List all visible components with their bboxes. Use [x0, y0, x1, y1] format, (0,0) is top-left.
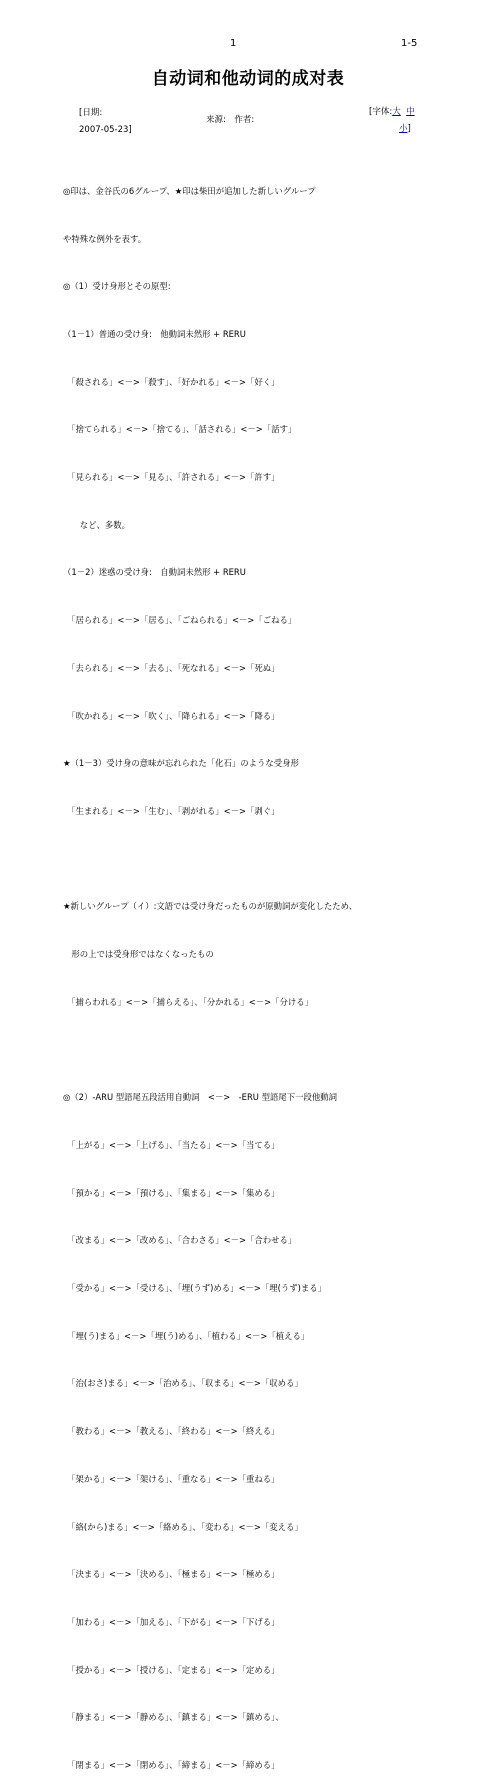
page-number: 1 — [230, 38, 237, 49]
text-line: 「絡(から)まる」<－>「絡める」、「変わる」<－>「変える」 — [63, 1521, 303, 1532]
text-line: 「受かる」<－>「受ける」、「埋(うず)める」<－>「埋(うず)まる」 — [63, 1282, 327, 1293]
text-line: 「架かる」<－>「架ける」、「重なる」<－>「重ねる」 — [63, 1473, 280, 1484]
text-line: ◎（1）受け身形とその原型: — [63, 281, 171, 292]
text-line: 「去られる」<－>「去る」、「死なれる」<－>「死ぬ」 — [63, 662, 280, 673]
source-author: 来源: 作者: — [206, 115, 255, 125]
text-line — [63, 1042, 483, 1058]
text-line: 「捨てられる」<－>「捨てる」、「話される」<－>「話す」 — [63, 424, 297, 435]
text-line: 「吹かれる」<－>「吹く」、「降られる」<－>「降る」 — [63, 710, 280, 721]
text-line: （1－1）普通の受け身: 他動詞未然形 + RERU — [63, 328, 246, 339]
page-title: 自动词和他动词的成对表 — [151, 69, 345, 89]
text-line: ◎（2）-ARU 型語尾五段活用自動詞 <－> -ERU 型語尾下一段他動詞 — [63, 1092, 337, 1103]
text-line: 「加わる」<－>「加える」、「下がる」<－>「下げる」 — [63, 1616, 280, 1627]
text-line: 「見られる」<－>「見る」、「許される」<－>「許す」 — [63, 472, 280, 483]
text-line: 「授かる」<－>「授ける」、「定まる」<－>「定める」 — [63, 1664, 280, 1675]
text-line — [63, 852, 483, 868]
text-line: など、多数。 — [63, 519, 130, 530]
text-line: 「上がる」<－>「上げる」、「当たる」<－>「当てる」 — [63, 1139, 280, 1150]
text-line: 形の上では受身形ではなくなったもの — [63, 949, 214, 960]
font-small-link[interactable]: 小 — [399, 124, 408, 134]
text-line: ★新しいグループ（イ）:文語では受け身だったものが原動詞が変化したため、 — [63, 901, 358, 912]
font-size-label: [字体: — [369, 107, 393, 117]
text-line: 「殺される」<－>「殺す」、「好かれる」<－>「好く」 — [63, 376, 280, 387]
text-line: ◎印は、金谷氏の6グループ、★印は柴田が追加した新しいグループ — [63, 185, 316, 196]
date-value: 2007-05-23] — [79, 125, 132, 135]
text-line: 「捕らわれる」<－>「捕らえる」、「分かれる」<－>「分ける」 — [63, 996, 313, 1007]
date-info — [79, 105, 132, 139]
date-label: [日期: — [79, 108, 103, 118]
text-line: 「閉まる」<－>「閉める」、「締まる」<－>「締める」 — [63, 1760, 280, 1771]
text-line: ★（1－3）受け身の意味が忘れられた「化石」のような受身形 — [63, 758, 299, 769]
text-line: 「静まる」<－>「静める」、「鎮まる」<－>「鎮める」、 — [63, 1712, 284, 1723]
text-line: 「改まる」<－>「改める」、「合わさる」<－>「合わせる」 — [63, 1235, 297, 1246]
text-line: 「決まる」<－>「決める」、「極まる」<－>「極める」 — [63, 1569, 280, 1580]
text-line: 「預かる」<－>「預ける」、「集まる」<－>「集める」 — [63, 1187, 280, 1198]
document-body — [63, 152, 483, 1790]
text-line: 「埋(う)まる」<－>「埋(う)める」、「植わる」<－>「植える」 — [63, 1330, 310, 1341]
page-count: 1-5 — [401, 38, 418, 49]
font-size-selector — [369, 104, 415, 138]
font-size-close: ] — [407, 124, 411, 134]
text-line: 「教わる」<－>「教える」、「終わる」<－>「終える」 — [63, 1426, 280, 1437]
font-large-link[interactable]: 大 — [392, 107, 401, 117]
text-line: 「生まれる」<－>「生む」、「剥がれる」<－>「剥ぐ」 — [63, 805, 280, 816]
text-line: （1－2）迷惑の受け身: 自動詞未然形 + RERU — [63, 567, 246, 578]
text-line: 「治(おさ)まる」<－>「治める」、「収まる」<－>「収める」 — [63, 1378, 303, 1389]
font-medium-link[interactable]: 中 — [406, 107, 415, 117]
text-line: 「居られる」<－>「居る」、「ごねられる」<－>「ごねる」 — [63, 615, 297, 626]
text-line: や特殊な例外を表す。 — [63, 233, 147, 244]
